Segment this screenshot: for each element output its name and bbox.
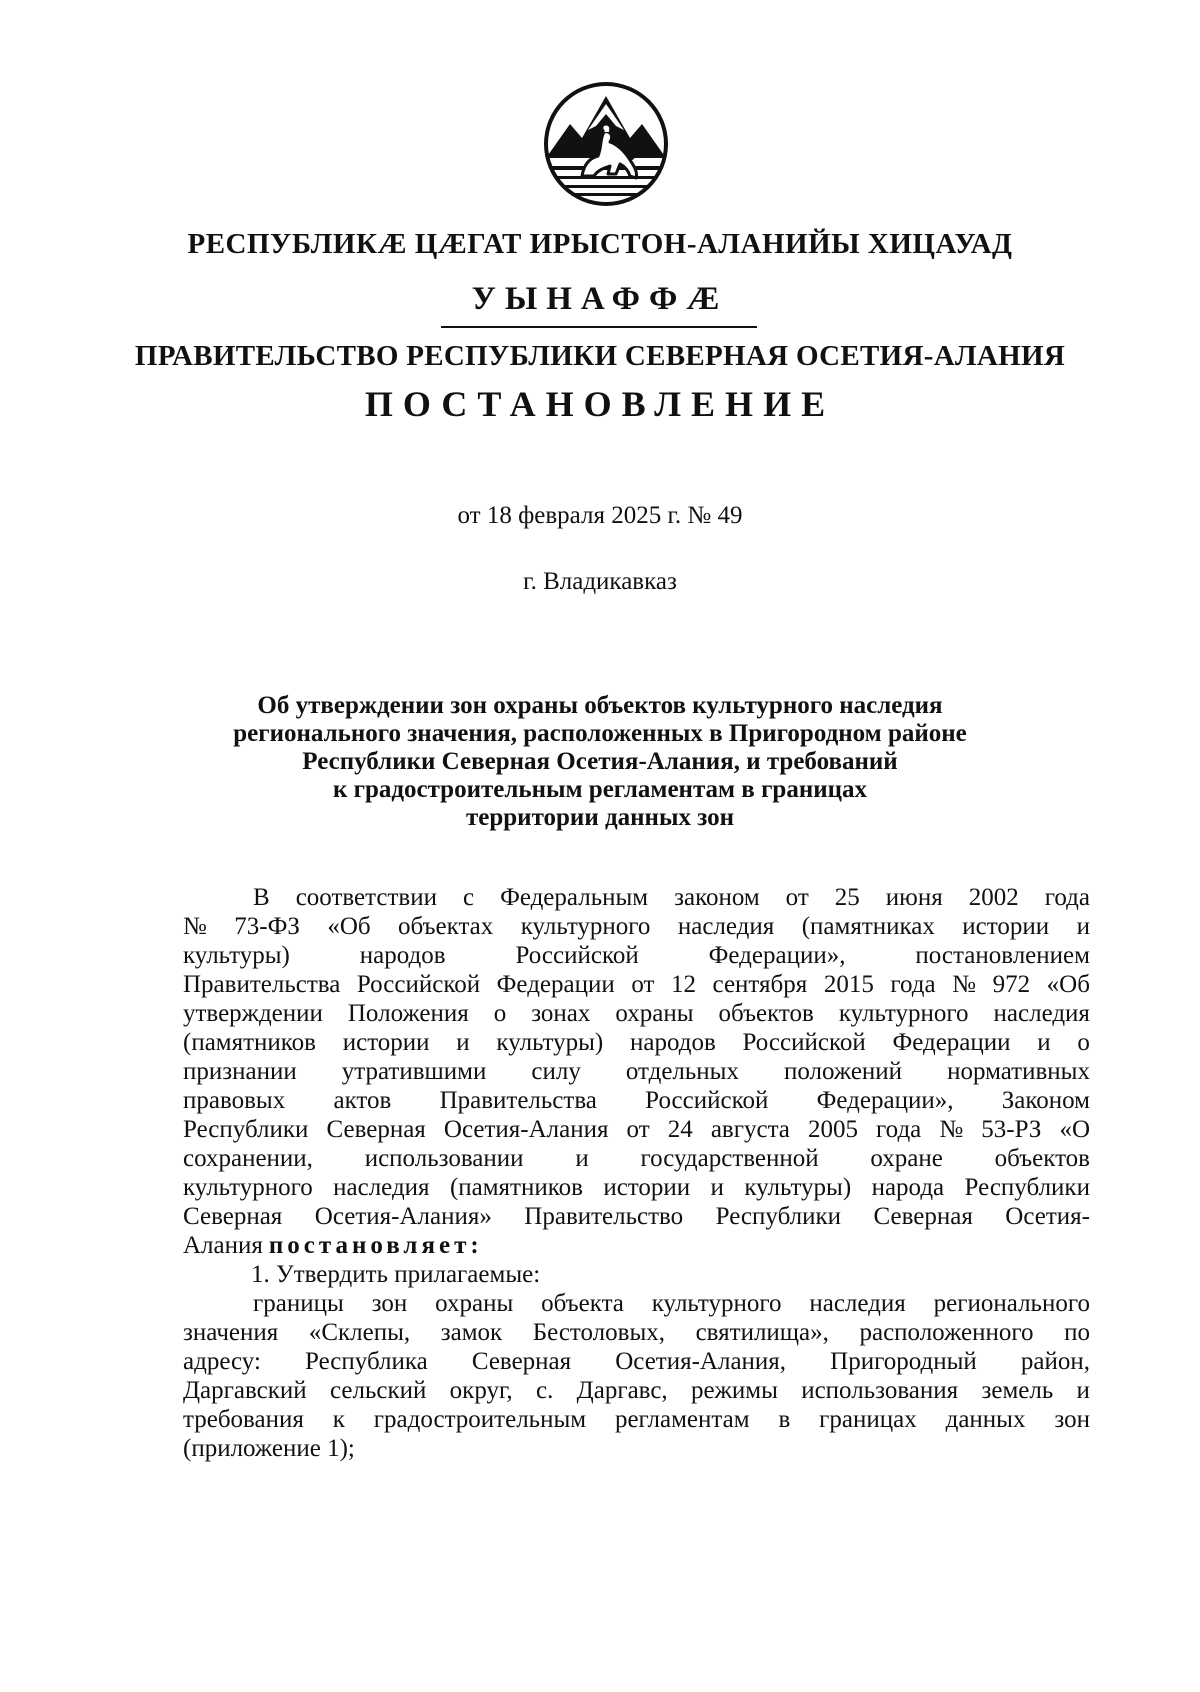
government-name-russian: ПРАВИТЕЛЬСТВО РЕСПУБЛИКИ СЕВЕРНАЯ ОСЕТИЯ-АЛАНИЯ [134,340,1066,372]
word: Осетия-Алания» [314,1203,492,1230]
word: от [785,884,809,911]
word: августа [710,1116,790,1143]
word: Федерации», [816,1087,954,1114]
text-line [183,999,1090,1028]
word: истории [342,1029,430,1056]
word: о [493,1000,507,1027]
word: Бестоловых, [532,1319,666,1346]
preamble-paragraph [183,883,1090,1231]
word: В [253,884,270,911]
word: использовании [364,1145,524,1172]
word: объектов [994,1145,1090,1172]
word: зонах [531,1000,591,1027]
word: Даргавс, [576,1377,668,1404]
word: и [1076,1377,1090,1404]
word: Российской [515,942,639,969]
title-line: к градостроительным регламентам в границах [332,776,868,803]
item-1-last-line: (приложение 1); [183,1435,355,1462]
word: народов [630,1029,716,1056]
word: Федерации [892,1029,1011,1056]
government-name-ossetian: РЕСПУБЛИКӔ ЦӔГАТ ИРЫСТОН-АЛАНИЙЫ ХИЦАУАД [187,228,1013,260]
word: Осетия-Алания [443,1116,609,1143]
header-divider [441,326,757,328]
text-line [183,1376,1090,1405]
word: в [778,1406,791,1433]
word: 73-ФЗ [234,913,300,940]
word: требования [183,1406,304,1433]
text-line [183,1057,1090,1086]
text-line [183,883,1090,912]
word: зон [1054,1406,1090,1433]
text-line [183,1347,1090,1376]
word: Российской [356,971,481,998]
word: культуры) [183,942,290,969]
text-line [183,1202,1090,1231]
item-1-paragraph [183,1289,1090,1434]
word: 53-РЗ [981,1116,1042,1143]
word: года [1044,884,1090,911]
word: наследия [809,1290,906,1317]
word: замок [440,1319,503,1346]
word: земель [981,1377,1054,1404]
word: Республики [964,1174,1090,1201]
word: градостроительным [373,1406,587,1433]
word: о [1077,1029,1090,1056]
resolves-keyword: постановляет: [268,1232,483,1259]
word: Пригородный [830,1348,977,1375]
word: Федеральным [500,884,649,911]
word: 2005 [807,1116,858,1143]
item-1-heading: 1. Утвердить прилагаемые: [251,1261,541,1288]
word: Даргавский [183,1377,307,1404]
word: сентября [712,971,808,998]
word: Северная [326,1116,426,1143]
text-line [183,1405,1090,1434]
word: года [890,971,936,998]
word: с. [536,1377,554,1404]
word: и [1037,1029,1051,1056]
word: объектах [398,913,494,940]
word: 25 [834,884,860,911]
word: Федерации», [708,942,846,969]
word: государственной [640,1145,819,1172]
text-line [183,1115,1090,1144]
word: положений [783,1058,903,1085]
word: округ, [449,1377,513,1404]
word: (памятниках [801,913,935,940]
word: Российской [645,1087,769,1114]
word: и [456,1029,470,1056]
word: наследия [993,1000,1090,1027]
word: и [575,1145,589,1172]
word: Федерации [496,971,615,998]
word: признании [183,1058,297,1085]
text-line [183,970,1090,999]
word: адресу: [183,1348,261,1375]
word: 2015 [823,971,874,998]
word: культуры) [744,1174,852,1201]
word: истории [962,913,1050,940]
document-date-number: от 18 февраля 2025 г. № 49 [457,502,743,529]
word: святилища», [695,1319,829,1346]
word: культурного [520,913,651,940]
word: силу [531,1058,581,1085]
word: 24 [667,1116,693,1143]
word: охране [870,1145,943,1172]
word: Республика [305,1348,428,1375]
word: режимы [691,1377,778,1404]
word: объекта [541,1290,624,1317]
word: № [939,1116,964,1143]
word: постановлением [915,942,1090,969]
word: Республики [183,1116,309,1143]
word: зон [371,1290,408,1317]
word: Положения [347,1000,469,1027]
word: «Об [1046,971,1090,998]
word: наследия [333,1174,430,1201]
word: Северная [873,1203,973,1230]
word: 972 [992,971,1031,998]
word: Осетия-Алания, [615,1348,787,1375]
word: Правительство [524,1203,684,1230]
document-body [183,883,1090,1463]
word: значения [183,1319,279,1346]
word: Законом [1001,1087,1090,1114]
word: культурного [183,1174,313,1201]
text-line [183,912,1090,941]
word: культурного [838,1000,969,1027]
word: сохранении, [183,1145,313,1172]
word: охраны [615,1000,694,1027]
word: 12 [670,971,696,998]
word: район, [1020,1348,1090,1375]
word: июня [885,884,943,911]
text-line [183,1318,1090,1347]
word: и [1076,913,1090,940]
word: расположенного [859,1319,1034,1346]
document-title [200,692,1000,832]
word: по [1064,1319,1090,1346]
word: с [462,884,475,911]
word: Северная [183,1203,283,1230]
text-line [183,1144,1090,1173]
preamble-last-text: Алания [183,1232,263,1259]
title-line: регионального значения, расположенных в Пригородном районе [233,720,967,747]
word: Российской [742,1029,866,1056]
word: Республики [715,1203,842,1230]
document-city: г. Владикавказ [523,568,677,595]
word: сельский [329,1377,427,1404]
word: объектов [718,1000,814,1027]
word: (памятников [183,1029,316,1056]
word: культурного [651,1290,782,1317]
title-line: Республики Северная Осетия-Алания, и требований [302,748,898,775]
word: от [631,971,655,998]
word: охраны [435,1290,514,1317]
coat-of-arms-emblem [542,80,670,208]
word: «О [1059,1116,1090,1143]
word: Северная [471,1348,572,1375]
word: утратившими [341,1058,487,1085]
word: наследия [677,913,775,940]
text-line [183,1289,1090,1318]
word: от [626,1116,650,1143]
word: регионального [933,1290,1090,1317]
text-line [183,1086,1090,1115]
preamble-last-line [183,1231,1090,1260]
word: народов [359,942,446,969]
word: правовых [183,1087,286,1114]
word: актов [333,1087,392,1114]
word: Осетия- [1005,1203,1090,1230]
text-line [183,1173,1090,1202]
word: Правительства [183,971,341,998]
word: отдельных [625,1058,739,1085]
text-line [183,1028,1090,1057]
text-line [183,941,1090,970]
word: 2002 [968,884,1019,911]
word: «Склепы, [308,1319,411,1346]
word: № [183,913,207,940]
word: года [876,1116,922,1143]
word: границы [253,1290,344,1317]
word: использования [801,1377,959,1404]
word: утверждении [183,1000,323,1027]
word: «Об [327,913,371,940]
word: истории [603,1174,691,1201]
word: данных [945,1406,1026,1433]
word: культуры) [496,1029,604,1056]
word: (памятников [449,1174,583,1201]
word: народа [871,1174,945,1201]
word: регламентам [614,1406,750,1433]
document-type-ossetian: УЫНАФФӔ [471,281,729,317]
word: и [710,1174,724,1201]
title-line: территории данных зон [465,804,735,831]
word: Правительства [439,1087,597,1114]
word: нормативных [947,1058,1090,1085]
document-type-russian: ПОСТАНОВЛЕНИЕ [364,384,836,424]
word: соответствии [295,884,437,911]
word: № [952,971,977,998]
word: законом [674,884,760,911]
title-line: Об утверждении зон охраны объектов культурного наследия [257,692,943,719]
word: к [332,1406,345,1433]
word: границах [819,1406,917,1433]
